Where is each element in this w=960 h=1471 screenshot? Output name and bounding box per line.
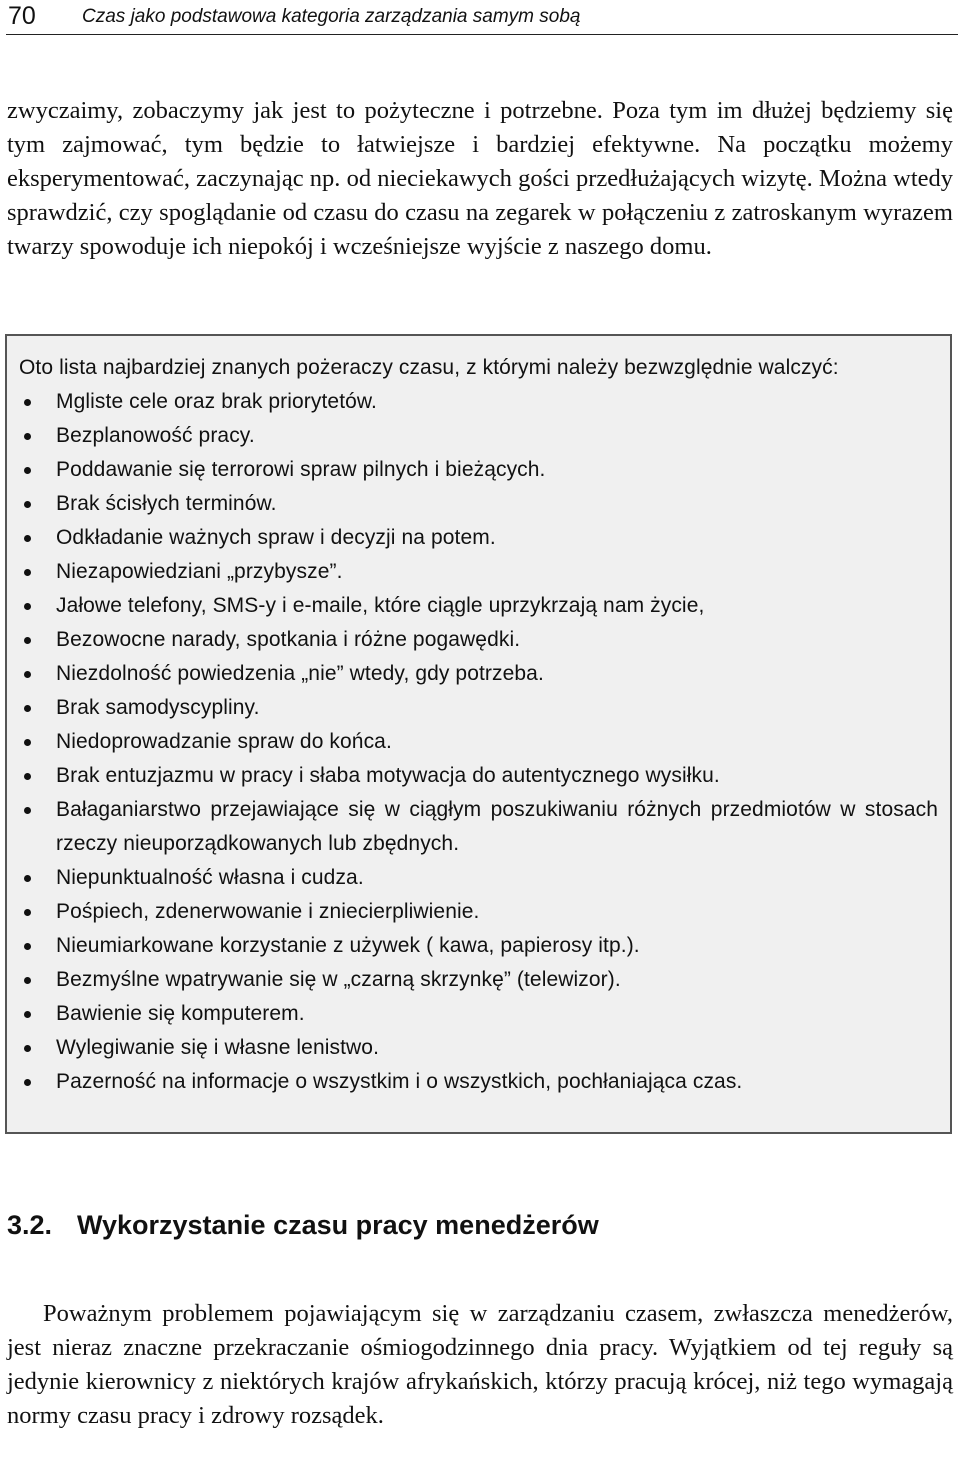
list-item-text: Niezdolność powiedzenia „nie” wtedy, gdy potrzeba. (56, 662, 544, 685)
bullet-dot-icon (24, 943, 31, 950)
bullet-dot-icon (24, 1079, 31, 1086)
list-item-text: Bezowocne narady, spotkania i różne pogawędki. (56, 628, 521, 651)
bullet-dot-icon (24, 773, 31, 780)
bullet-dot-icon (24, 501, 31, 508)
list-item (19, 963, 938, 997)
bullet-dot-icon (24, 637, 31, 644)
bullet-dot-icon (24, 399, 31, 406)
body-paragraph-2: Poważnym problemem pojawiającym się w zarządzaniu czasem, zwłaszcza menedżerów, jest nieraz znaczne przekraczanie ośmiogodzinnego dnia pracy. Wyjątkiem od tej reguły są jedynie kierownicy z niektórych krajów afrykańskich, którzy pracują krócej, niż tego wymagają normy czasu pracy i zdrowy rozsądek. (7, 1300, 953, 1429)
list-item (19, 419, 938, 453)
bullet-dot-icon (24, 739, 31, 746)
page-number: 70 (8, 2, 36, 30)
list-item-text: Mgliste cele oraz brak priorytetów. (56, 390, 377, 413)
bullet-dot-icon (24, 535, 31, 542)
bullet-dot-icon (24, 603, 31, 610)
list-item (19, 861, 938, 895)
time-wasters-list (19, 385, 938, 1099)
list-item (19, 929, 938, 963)
list-item (19, 725, 938, 759)
list-item-text: Brak ścisłych terminów. (56, 492, 277, 515)
list-item (19, 623, 938, 657)
bullet-dot-icon (24, 1045, 31, 1052)
bullet-dot-icon (24, 1011, 31, 1018)
section-heading (7, 1207, 599, 1243)
list-item (19, 759, 938, 793)
list-item (19, 589, 938, 623)
bullet-dot-icon (24, 433, 31, 440)
bullet-dot-icon (24, 671, 31, 678)
bullet-dot-icon (24, 569, 31, 576)
box-intro-text: Oto lista najbardziej znanych pożeraczy czasu, z którymi należy bezwzględnie walczyć: (19, 356, 839, 379)
body-paragraph-1: zwyczaimy, zobaczymy jak jest to pożyteczne i potrzebne. Poza tym im dłużej będziemy się tym zajmować, tym będzie to łatwiejsze i bardziej efektywne. Na początku możemy eksperymentować, zaczynając np. od nieciekawych gości przedłużających wizytę. Można wtedy sprawdzić, czy spoglądanie od czasu do czasu na zegarek w połączeniu z zatroskanym wyrazem twarzy spowoduje ich niepokój i wcześniejsze wyjście z naszego domu. (7, 97, 953, 260)
list-item-text: Odkładanie ważnych spraw i decyzji na potem. (56, 526, 496, 549)
bullet-dot-icon (24, 909, 31, 916)
list-item-text: Bałaganiarstwo przejawiające się w ciągłym poszukiwaniu różnych przedmiotów w stosach rzeczy nieuporządkowanych lub zbędnych. (56, 798, 938, 855)
bullet-dot-icon (24, 467, 31, 474)
list-item (19, 521, 938, 555)
list-item-text: Brak entuzjazmu w pracy i słaba motywacja do autentycznego wysiłku. (56, 764, 720, 787)
list-item (19, 691, 938, 725)
bullet-dot-icon (24, 807, 31, 814)
list-item (19, 1031, 938, 1065)
list-item (19, 453, 938, 487)
list-item-text: Pazerność na informacje o wszystkim i o wszystkich, pochłaniająca czas. (56, 1070, 743, 1093)
list-item-text: Bezplanowość pracy. (56, 424, 255, 447)
list-item-text: Pośpiech, zdenerwowanie i zniecierpliwienie. (56, 900, 480, 923)
list-item-text: Bawienie się komputerem. (56, 1002, 305, 1025)
list-item (19, 487, 938, 521)
list-item-text: Niezapowiedziani „przybysze”. (56, 560, 343, 583)
list-item-text: Bezmyślne wpatrywanie się w „czarną skrzynkę” (telewizor). (56, 968, 621, 991)
list-item (19, 1065, 938, 1099)
list-item-text: Wylegiwanie się i własne lenistwo. (56, 1036, 380, 1059)
list-item (19, 895, 938, 929)
list-item-text: Nieumiarkowane korzystanie z używek ( kawa, papierosy itp.). (56, 934, 640, 957)
bullet-dot-icon (24, 875, 31, 882)
list-item-text: Brak samodyscypliny. (56, 696, 260, 719)
time-wasters-box (5, 334, 952, 1134)
bullet-dot-icon (24, 977, 31, 984)
list-item-text: Niepunktualność własna i cudza. (56, 866, 364, 889)
page-header (6, 0, 958, 35)
running-title: Czas jako podstawowa kategoria zarządzania samym sobą (82, 6, 581, 27)
list-item (19, 793, 938, 861)
list-item-text: Poddawanie się terrorowi spraw pilnych i bieżących. (56, 458, 546, 481)
section-number: 3.2. (7, 1210, 53, 1240)
list-item (19, 657, 938, 691)
list-item (19, 385, 938, 419)
list-item-text: Jałowe telefony, SMS-y i e-maile, które ciągle uprzykrzają nam życie, (56, 594, 705, 617)
bullet-dot-icon (24, 705, 31, 712)
list-item (19, 555, 938, 589)
list-item (19, 997, 938, 1031)
list-item-text: Niedoprowadzanie spraw do końca. (56, 730, 392, 753)
section-title: Wykorzystanie czasu pracy menedżerów (77, 1210, 599, 1240)
